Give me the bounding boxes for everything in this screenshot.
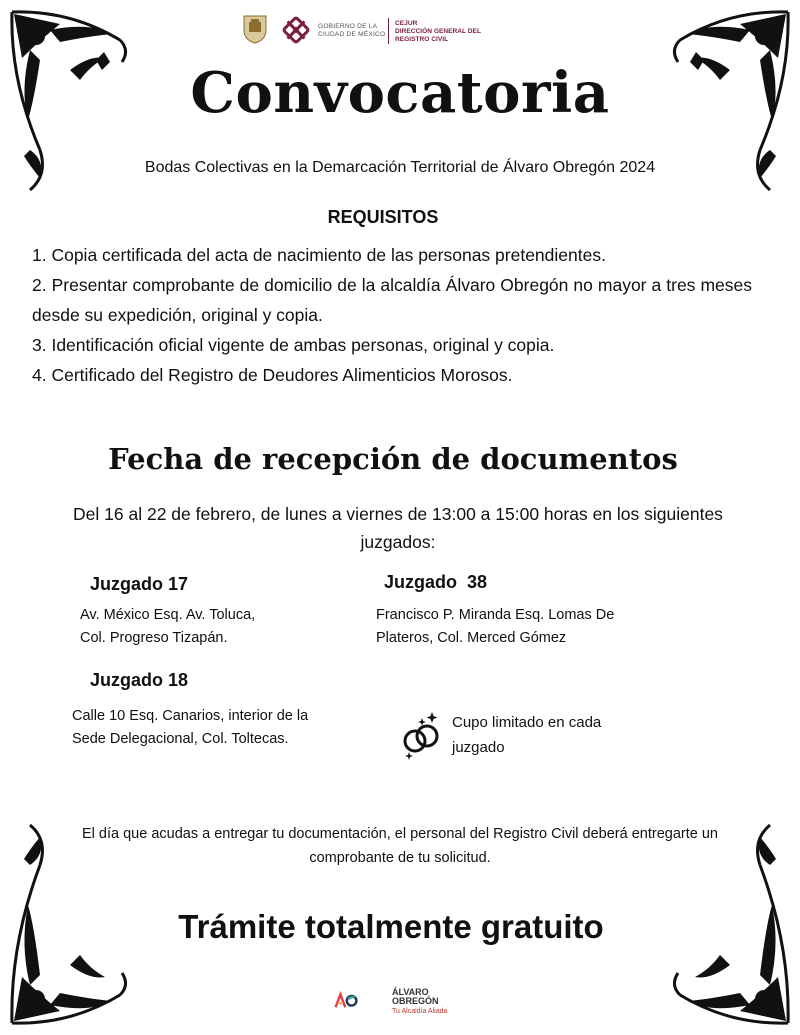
header-logos: [242, 12, 542, 52]
gov-line2: CIUDAD DE MÉXICO: [318, 31, 386, 38]
court-address-line: Av. México Esq. Av. Toluca,: [80, 607, 256, 623]
cdmx-emblem-icon: [280, 14, 312, 46]
requirement-item: 2. Presentar comprobante de domicilio de la alcaldía Álvaro Obregón no mayor a tres meses desde su expedición, original y copia.: [32, 275, 752, 325]
court-address-line: Col. Progreso Tizapán.: [80, 630, 228, 646]
page-subtitle: Bodas Colectivas en la Demarcación Territorial de Álvaro Obregón 2024: [144, 159, 656, 176]
rings-icon: [398, 708, 446, 762]
cejur-line3: REGISTRO CIVIL: [395, 36, 449, 43]
court-name-38: Juzgado 38: [384, 572, 488, 592]
footer-note: El día que acudas a entregar tu documentación, el personal del Registro Civil deberá entregarte un comprobante de tu solicitud.: [82, 826, 718, 866]
government-logo-text: [318, 23, 385, 39]
requirement-item: 1. Copia certificada del acta de nacimiento de las personas pretendientes.: [32, 245, 606, 265]
cejur-logo-text: [395, 20, 481, 44]
court-address-18: [72, 705, 308, 751]
alvaro-obregon-tagline: Tu Alcaldía Aliada: [392, 1008, 448, 1015]
court-address-line: Plateros, Col. Merced Gómez: [376, 630, 567, 646]
requirements-heading: REQUISITOS: [327, 207, 439, 227]
court-address-38: [376, 604, 614, 650]
court-address-line: Francisco P. Miranda Esq. Lomas De: [376, 607, 615, 623]
court-name-17: Juzgado 17: [90, 574, 189, 594]
court-address-line: Calle 10 Esq. Canarios, interior de la: [72, 708, 309, 724]
requirement-item: 3. Identificación oficial vigente de ambas personas, original y copia.: [32, 335, 555, 355]
court-address-line: Sede Delegacional, Col. Toltecas.: [72, 731, 289, 747]
logo-divider: [388, 18, 389, 44]
page-title: Convocatoria: [190, 60, 610, 126]
court-address-17: [80, 604, 255, 650]
cupo-line: Cupo limitado en cada: [452, 714, 602, 731]
dates-text: Del 16 al 22 de febrero, de lunes a viernes de 13:00 a 15:00 horas en los siguientes juzgados:: [73, 504, 723, 552]
gov-line1: GOBIERNO DE LA: [318, 23, 378, 30]
cupo-line: juzgado: [452, 739, 505, 756]
cejur-line2: DIRECCIÓN GENERAL DEL: [395, 28, 481, 35]
ao-line2: OBREGÓN: [392, 996, 439, 1006]
court-name-18: Juzgado 18: [90, 670, 189, 690]
requirement-item: 4. Certificado del Registro de Deudores Alimenticios Morosos.: [32, 365, 513, 385]
alvaro-obregon-logo-icon: [334, 978, 390, 1022]
free-procedure-text: Trámite totalmente gratuito: [178, 908, 604, 945]
cdmx-shield-icon: [242, 14, 268, 44]
cejur-line1: CEJUR: [395, 20, 418, 27]
requirements-list: [32, 240, 752, 390]
limited-capacity-note: [452, 710, 601, 760]
dates-heading: Fecha de recepción de documentos: [108, 442, 678, 476]
ao-line1: ÁLVARO: [392, 987, 429, 997]
alvaro-obregon-logo-text: [392, 988, 439, 1006]
